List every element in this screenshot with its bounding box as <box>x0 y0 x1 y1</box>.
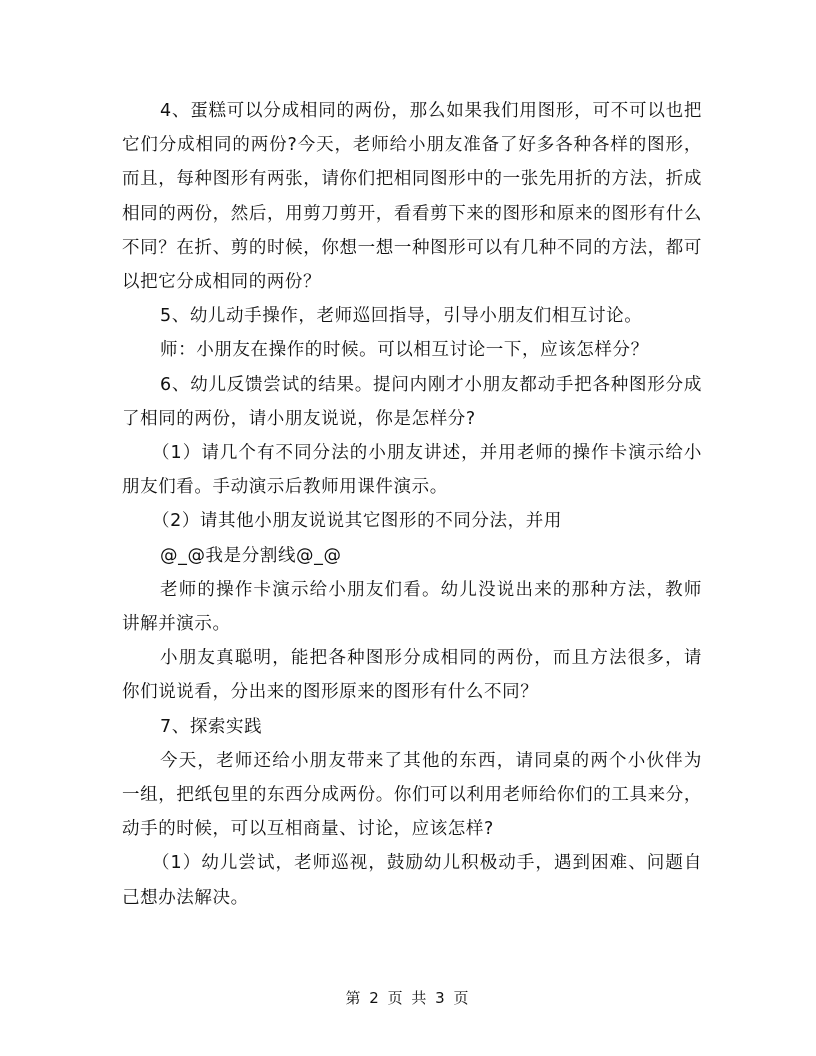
paragraph-step-7-intro: 今天，老师还给小朋友带来了其他的东西，请同桌的两个小伙伴为一组，把纸包里的东西分成两份。你们可以利用老师给你们的工具来分，动手的时候，可以互相商量、讨论，应该怎样? <box>122 750 702 840</box>
paragraph-step-7-item-1: （1）幼儿尝试，老师巡视，鼓励幼儿积极动手，遇到困难、问题自己想办法解决。 <box>122 853 702 908</box>
paragraph-step-5: 5、幼儿动手操作，老师巡回指导，引导小朋友们相互讨论。 <box>160 306 643 327</box>
paragraph-step-7: 7、探索实践 <box>160 716 263 737</box>
paragraph-step-6: 6、幼儿反馈尝试的结果。提问内刚才小朋友都动手把各种图形分成了相同的两份，请小朋友说说，你是怎样分? <box>122 374 702 429</box>
separator-line: @_@我是分割线@_@ <box>160 545 342 566</box>
paragraph-step-6-continued: 老师的操作卡演示给小朋友们看。幼儿没说出来的那种方法，教师讲解并演示。 <box>122 579 702 635</box>
paragraph-teacher-remark: 师：小朋友在操作的时候。可以相互讨论一下，应该怎样分？ <box>160 340 649 361</box>
paragraph-step-6-praise: 小朋友真聪明，能把各种图形分成相同的两份，而且方法很多，请你们说说看，分出来的图形原来的图形有什么不同？ <box>122 648 702 703</box>
page-footer: 第 2 页 共 3 页 <box>345 989 471 1007</box>
document-body <box>122 94 702 915</box>
paragraph-step-6-item-1: （1）请几个有不同分法的小朋友讲述，并用老师的操作卡演示给小朋友们看。手动演示后教师用课件演示。 <box>122 443 702 498</box>
paragraph-step-4: 4、蛋糕可以分成相同的两份，那么如果我们用图形，可不可以也把它们分成相同的两份?今天，老师给小朋友准备了好多各种各样的图形，而且，每种图形有两张，请你们把相同图形中的一张先用折的方法，折成相同的两份，然后，用剪刀剪开，看看剪下来的图形和原来的图形有什么不同？在折、剪的时候，你想一想一种图形可以有几种不同的方法，都可以把它分成相同的两份？ <box>122 101 702 293</box>
paragraph-step-6-item-2: （2）请其他小朋友说说其它图形的不同分法，并用 <box>152 511 562 532</box>
